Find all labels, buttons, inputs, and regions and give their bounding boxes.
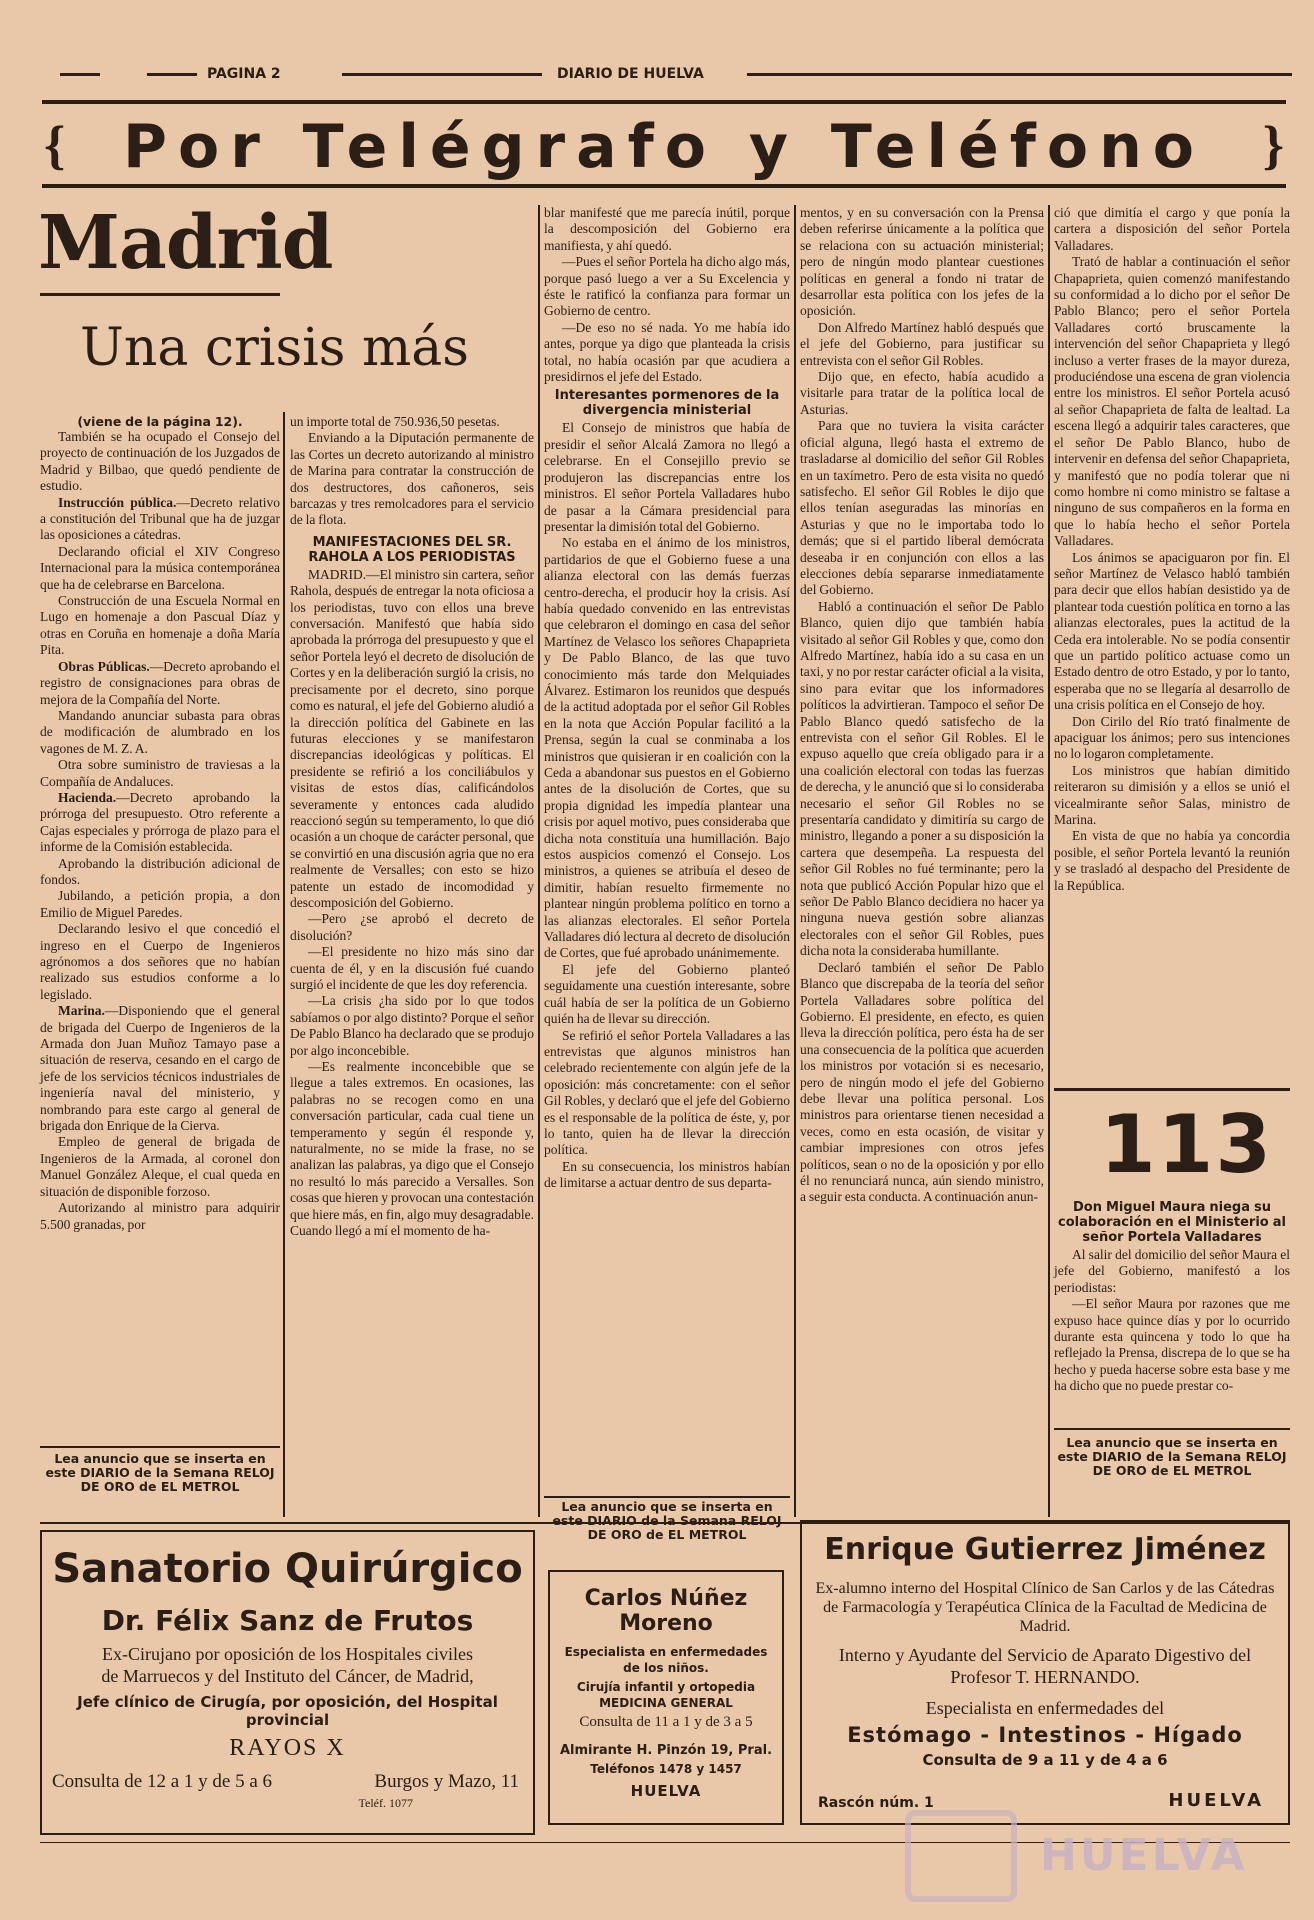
continued-note: (viene de la página 12).: [77, 414, 243, 429]
ad-rule: [1054, 1428, 1290, 1430]
ad-line: de Marruecos y del Instituto del Cáncer, de Madrid,: [101, 1666, 474, 1686]
ornament-right-icon: }: [1262, 115, 1284, 175]
ad-title: Sanatorio Quirúrgico: [52, 1546, 523, 1592]
column-rule: [538, 205, 540, 1517]
ad-consulta: Consulta de 9 a 11 y de 4 a 6: [922, 1751, 1168, 1769]
reloj-ad-notice: Lea anuncio que se inserta en este DIARIO de la Semana RELOJ DE ORO de EL METROL: [45, 1451, 275, 1494]
ad-line: Interno y Ayudante del Servicio de Aparato Digestivo del Profesor T. HERNANDO.: [838, 1645, 1252, 1687]
paragraph: MADRID.—El ministro sin cartera, señor Rahola, después de entregar la nota oficiosa a los periodistas, tuvo con ellos una breve conversación. Manifestó que había sido aprobada la prórroga del presupuesto y que el señor Portela leyó el decreto de disolución de Cortes y en la deliberación surgió la crisis, no precisamente por el decreto, sino porque como es natural, el jefe del Gobierno aludió a la dirección política del Gabinete en las futuras elecciones y se manifestaron discrepancias ideológicas y políticas. El presidente se refirió a los conciliábulos y visitas de estos días, calificándolos severamente y entonces cada aludido reaccionó según su temperamento, lo que dió ocasión a un choque de carácter personal, que se convirtió en una discusión agria que no era realmente de Versalles; con esto se hizo patente un estado de incomodidad y descomposición del Gobierno.: [290, 566, 534, 910]
header-rule-left: [60, 73, 100, 76]
header-rule-right: [747, 73, 1292, 76]
paragraph: [40, 1003, 280, 1134]
paragraph: Mandando anunciar subasta para obras de modificación de alumbrado en los vagones de M. Z. A.: [40, 707, 280, 756]
column-rule: [794, 205, 796, 1517]
ad-line: Jefe clínico de Cirugía, por oposición, del Hospital provincial: [77, 1693, 498, 1729]
paragraph-text: —Decreto aprobando la prórroga del presupuesto. Otro referente a Cajas especiales y prórroga de plazo para el informe de la Comisión establecida.: [40, 789, 280, 855]
paragraph: Declaró también el señor De Pablo Blanco que discrepaba de la teoría del señor Portela Valladares sobre política del Gobierno. El presidente, en efecto, es quien lleva la dirección política, pero ésta ha de ser una consecuencia de la política que acuerden los ministros por votación si es necesario, pero de ningún modo el jefe del Gobierno debe llevar una política personal. Los ministros para orientarse tienen necesidad a veces, como en esta ocasión, de visitar y cambiar impresiones con otros jefes políticos, sean o no de la oposición y por ello él no renunciará nunca, aún siendo ministro, a seguir esta conducta. A continuación anun-: [800, 959, 1044, 1205]
paragraph: El Consejo de ministros que había de presidir el señor Alcalá Zamora no llegó a celebrarse. En el Consejillo previo se produjeron las discrepancias entre los ministros. El señor Portela Valladares hubo de pasar a la Cámara presidencial para presentar la dimisión total del Gobierno.: [544, 420, 790, 534]
reloj-ad-notice: Lea anuncio que se inserta en este DIARIO de la Semana RELOJ DE ORO de EL METROL: [552, 1499, 782, 1542]
column-rule: [283, 412, 285, 1517]
paragraph: No estaba en el ánimo de los ministros, partidarios de que el Gobierno fuese a una alianza electoral con las demás fuerzas centro-derecha, el producir hoy la crisis. Así había quedado convenido en las entrevistas que celebraron el domingo en casa del señor Martínez de Velasco los señores Chapaprieta y De Pablo Blanco, de las que tuvo conocimiento más tarde don Melquiades Álvarez. Estimaron los reunidos que después de la actitud adoptada por el señor Gil Robles en la nota que Acción Popular facilitó a la Prensa, según la cual se conminaba a los ministros que quisieran ir en coalición con la Ceda a abandonar sus puestos en el Gobierno antes de la disolución de Cortes, que su propia dignidad les impedía plantear una crisis por aquel motivo, pues consideraba que dicha nota constituía una humillación. Bajo estos auspicios comenzó el Consejo. Los ministros, a quienes se atribuía el deseo de dimitir, habían resuelto firmemente no plantear ningún problema político en torno a las alianzas electorales. El señor Portela Valladares dió lectura al decreto de disolución de Cortes, que fué aprobado unánimemente.: [544, 535, 790, 961]
paragraph-text: —Decreto aprobando el registro de consignaciones para obras de mejora de la Compañía del Norte.: [40, 658, 280, 707]
header-rule-mid: [342, 73, 542, 76]
ad-city: HUELVA: [1168, 1790, 1264, 1811]
paragraph-keyword: Obras Públicas.: [58, 658, 150, 674]
paragraph: —Pero ¿se aprobó el decreto de disolución?: [290, 911, 534, 943]
subheading: MANIFESTACIONES DEL SR. RAHOLA A LOS PERIODISTAS: [308, 534, 516, 565]
paragraph: Declarando lesivo el que concedió el ingreso en el Cuerpo de Ingenieros agrónomos a dos señores que no habían realizado sus estudios conforme a lo legislado.: [40, 921, 280, 1002]
paragraph: Los ministros que habían dimitido reiteraron su dimisión y a ellos se unió el vicealmirante señor Salas, ministro de Marina.: [1054, 762, 1290, 828]
page-header: [52, 66, 1292, 84]
column-5: [1054, 205, 1290, 894]
paragraph: Jubilando, a petición propia, a don Emilio de Miguel Paredes.: [40, 888, 280, 920]
reloj-ad-notice: Lea anuncio que se inserta en este DIARIO de la Semana RELOJ DE ORO de EL METROL: [1057, 1435, 1287, 1478]
paragraph: [40, 495, 280, 544]
column-4: [800, 205, 1044, 1206]
title-rule: [40, 293, 280, 296]
paragraph: Don Cirilo del Río trató finalmente de apaciguar los ánimos; pero sus intenciones no lo logaron completamente.: [1054, 713, 1290, 762]
paragraph: En vista de que no había ya concordia posible, el señor Portela levantó la reunión y se trasladó al despacho del Presidente de la República.: [1054, 828, 1290, 893]
paragraph-keyword: Marina.: [58, 1003, 105, 1019]
section-rule: [1054, 1088, 1290, 1091]
ad-specialty: Estómago - Intestinos - Hígado: [847, 1723, 1243, 1747]
paragraph: También se ha ocupado el Consejo del proyecto de continuación de los Juzgados de Madrid y Bilbao, que quedó pendiente de estudio.: [40, 429, 280, 494]
paragraph: Trató de hablar a continuación el señor Chapaprieta, quien comenzó manifestando su conformidad a lo dicho por el señor De Pablo Blanco; pero el señor Portela Valladares cortó bruscamente la intervención del señor Chapaprieta y llegó incluso a verter frases de la mayor dureza, produciéndose una escena de gran violencia entre los ministros. El señor Portela acusó al señor Chapaprieta de falta de lealtad. La escena llegó a adquirir tales caracteres, que el señor De Pablo Blanco, hubo de intervenir en defensa del señor Chapaprieta, y manifestó que no podía tolerar que ni como hombre ni como ministro se faltase a ninguno de sus compañeros en la forma en que lo había hecho el señor Portela Valladares.: [1054, 254, 1290, 549]
ad-phone: Teléfonos 1478 y 1457: [590, 1762, 742, 1776]
paragraph: Dijo que, en efecto, había acudido a visitarle para tratar de la política local de Asturias.: [800, 369, 1044, 417]
ad-line: Ex-alumno interno del Hospital Clínico de San Carlos y de las Cátedras de Farmacología y Terapéutica Clínica de la Facultad de Medicina de Madrid.: [815, 1580, 1275, 1635]
column-1: [40, 414, 280, 1233]
gastro-ad: [800, 1520, 1290, 1825]
archive-logo-icon: [905, 1810, 1017, 1902]
telephone-113-number: 113: [1100, 1098, 1273, 1191]
ad-doctor: Dr. Félix Sanz de Frutos: [101, 1604, 474, 1637]
paragraph: Los ánimos se apaciguaron por fin. El señor Martínez de Velasco habló también para decir que ellos habían desistido ya de plantear toda cuestión política en torno a las alianzas electorales, pues la actitud de la Ceda era intolerable. No se podía consentir que un partido político actuase como un Estado dentro de otro Estado, y por lo tanto, esperaba que no se llegaría al desarrollo de una crisis política en el Consejo de hoy.: [1054, 549, 1290, 713]
sanatorio-ad: [40, 1530, 535, 1835]
ad-address: Almirante H. Pinzón 19, Pral.: [559, 1743, 773, 1758]
paragraph-keyword: Hacienda.: [58, 789, 117, 805]
paragraph: Se refirió el señor Portela Valladares a las entrevistas que algunos ministros han celebrado recientemente con algún jefe de la oposición: más concretamente: con el señor Gil Robles, y declaró que el jefe del Gobierno es el responsable de la política de éste, y, por lo tanto, quien ha de llevar la dirección política.: [544, 1027, 790, 1158]
ad-doctor: Enrique Gutierrez Jiménez: [824, 1532, 1266, 1567]
paragraph: Al salir del domicilio del señor Maura el jefe del Gobierno, manifestó a los periodistas:: [1054, 1247, 1290, 1295]
paragraph: Habló a continuación el señor De Pablo Blanco, quien dijo que también había visitado al señor Gil Robles y que, como don Alfredo Martínez, había ido a su casa en un taxi, y no por restar carácter oficial a la visita, sino para evitar que los informadores políticos la advirtieran. Tampoco el señor De Pablo Blanco quedó satisfecho de la entrevista con el señor Gil Robles. El le expuso aquello que creía obligado para ir a una coalición electoral con todas las fuerzas de derecha, y le anunció que si lo consideraba necesario el señor Gil Robles no se presentaría candidato y dimitiría su cargo de ministro, llegando a poner a su disposición la cartera que desempeña. La respuesta del señor Gil Robles no fué terminante; pero la nota que publicó Acción Popular hizo que el señor De Pablo Blanco decidiera no hacer ya ninguna nueva gestión sobre alianzas electorales con el señor Gil Robles, pues dicha nota la consideraba humillante.: [800, 598, 1044, 959]
column-3: [544, 205, 790, 1192]
ad-line: Especialista en enfermedades del: [925, 1698, 1165, 1718]
pediatrician-ad: [548, 1570, 784, 1825]
ad-line: MEDICINA GENERAL: [599, 1696, 733, 1710]
subheading: Don Miguel Maura niega su colaboración en el Ministerio al señor Portela Valladares: [1058, 1200, 1286, 1245]
paragraph-text: —Disponiendo que el general de brigada del Cuerpo de Ingenieros de la Armada don Juan Muñoz Tamayo pase a situación de reserva, cesando en el cargo de jefe de los servicios técnicos industriales de ingeniería naval del ministerio, y nombrando para este cargo al general de brigada don Enrique de la Cierva.: [40, 1003, 280, 1134]
ad-consulta: Consulta de 11 a 1 y de 3 a 5: [579, 1714, 753, 1730]
newspaper-name: DIARIO DE HUELVA: [557, 66, 704, 82]
ad-address: Rascón núm. 1: [818, 1795, 934, 1811]
paragraph: Aprobando la distribución adicional de fondos.: [40, 855, 280, 887]
paragraph: Enviando a la Diputación permanente de las Cortes un decreto autorizando al ministro de Marina para contratar la construcción de dos destructores, dos cañoneros, seis barcazas y tres remolcadores para el servicio de la flota.: [290, 430, 534, 528]
ad-doctor: Carlos Núñez Moreno: [584, 1586, 748, 1636]
archive-watermark: HUELVA: [1040, 1830, 1248, 1881]
header-rule-left2: [147, 73, 197, 76]
paragraph: Declarando oficial el XIV Congreso Internacional para la música contemporánea que ha de celebrarse en Barcelona.: [40, 543, 280, 592]
banner-title: Por Telégrafo y Teléfono: [123, 112, 1205, 182]
paragraph: —El señor Maura por razones que me expuso hace quince días y por lo ocurrido durante esta quincena y todo lo que ha reflejado la Prensa, discrepa de lo que se ha hecho y pueda hacerse sobre esta base y me ha dicho que no puede prestar co-: [1054, 1296, 1290, 1394]
paragraph: [40, 790, 280, 856]
ad-address: Burgos y Mazo, 11: [374, 1771, 519, 1792]
column-2: [290, 414, 534, 1240]
paragraph: —De eso no sé nada. Yo me había ido antes, porque ya digo que planteada la crisis total, no había ocasión par que acudiera a presidirnos el jefe del Estado.: [544, 319, 790, 385]
paragraph: Autorizando al ministro para adquirir 5.500 granadas, por: [40, 1200, 280, 1232]
ad-rayos: RAYOS X: [229, 1735, 346, 1761]
page-number: PAGINA 2: [207, 66, 281, 82]
paragraph-keyword: Instrucción pública.: [58, 494, 177, 510]
ad-line: Especialista en enfermedades de los niños.: [564, 1645, 768, 1675]
paragraph: Construcción de una Escuela Normal en Lugo en homenaje a don Pascual Díaz y otras en Coruña en homenaje a doña María Pita.: [40, 593, 280, 658]
column-5-lower: [1054, 1200, 1290, 1395]
paragraph: Otra sobre suministro de traviesas a la Compañía de Andaluces.: [40, 757, 280, 789]
ad-rule: [40, 1446, 280, 1448]
ad-city: HUELVA: [630, 1782, 702, 1800]
main-headline: Una crisis más: [80, 318, 469, 378]
subheading: Interesantes pormenores de la divergencia ministerial: [554, 388, 780, 419]
paragraph-text: —Decreto relativo a constitución del Tribunal que ha de juzgar las oposiciones a cátedras.: [40, 494, 280, 543]
paragraph: —Es realmente inconcebible que se llegue a tales extremos. En ocasiones, las palabras no se recogen como en una conversación particular, cada cual tiene un temperamento y según él responde y, naturalmente, no se mide la frase, no se analizan las palabras, ya digo que el Consejo no resultó lo más parecido a Versalles. Son cosas que hieren y provocan una contestación que hiere más, en fin, algo muy desagradable. Cuando llegó a mí el momento de ha-: [290, 1059, 534, 1239]
paragraph: —La crisis ¿ha sido por lo que todos sabíamos o por algo distinto? Porque el señor De Pablo Blanco ha declarado que se produjo por algo inconcebible.: [290, 993, 534, 1058]
paragraph: —El presidente no hizo más sino dar cuenta de él, y en la discusión fué cuando surgió el incidente de que les doy referencia.: [290, 944, 534, 992]
paragraph: Para que no tuviera la visita carácter oficial alguna, llegó hasta el extremo de trasladarse al domicilio del señor Gil Robles en un taxímetro. Pero de esta visita no quedó satisfecho. El señor Gil Robles le dijo que ellos tenían aseguradas las minorías en Asturias y que no le importaba todo lo demás; que si el partido liberal demócrata deseaba ir en conjunción con ellos a las elecciones debía separarse inmediatamente del Gobierno.: [800, 418, 1044, 598]
ornament-left-icon: {: [44, 115, 66, 175]
section-title: Madrid: [38, 200, 333, 286]
section-banner: [42, 100, 1286, 188]
paragraph: En su consecuencia, los ministros habían de limitarse a actuar dentro de sus departa-: [544, 1158, 790, 1191]
ad-line: Cirujía infantil y ortopedia: [576, 1680, 756, 1694]
paragraph: blar manifesté que me parecía inútil, porque la descomposición del Gobierno era manifiesta, y ahí quedó.: [544, 205, 790, 253]
column-rule: [1048, 205, 1050, 1517]
paragraph: Don Alfredo Martínez habló después que el jefe del Gobierno, para justificar su entrevista con el señor Gil Robles.: [800, 319, 1044, 368]
ad-line: Ex-Cirujano por oposición de los Hospitales civiles: [102, 1644, 473, 1664]
paragraph: un importe total de 750.936,50 pesetas.: [290, 414, 500, 429]
paragraph: mentos, y en su conversación con la Prensa deben referirse únicamente a la política que se relaciona con su actuación ministerial; pero de ningún modo plantear cuestiones políticas en general a fondo ni tratar de desarrollar esta política con los jefes de la oposición.: [800, 205, 1044, 319]
paragraph: [40, 659, 280, 708]
paragraph: Empleo de general de brigada de Ingenieros de la Armada, al coronel don Manuel González Aleque, el cual queda en situación de disponible forzoso.: [40, 1134, 280, 1199]
paragraph: El jefe del Gobierno planteó seguidamente una cuestión interesante, sobre cuál había de ser la política de un Gobierno quién ha de llevar su dirección.: [544, 961, 790, 1027]
paragraph: —Pues el señor Portela ha dicho algo más, porque pasó luego a ver a Su Excelencia y éste le ratificó la confianza para formar un Gobierno de centro.: [544, 254, 790, 319]
ad-consulta: Consulta de 12 a 1 y de 5 a 6: [52, 1771, 273, 1792]
paragraph: ció que dimitía el cargo y que ponía la cartera a disposición del señor Portela Valladares.: [1054, 205, 1290, 253]
ad-phone: Teléf. 1077: [358, 1796, 413, 1810]
ad-rule: [544, 1496, 790, 1498]
